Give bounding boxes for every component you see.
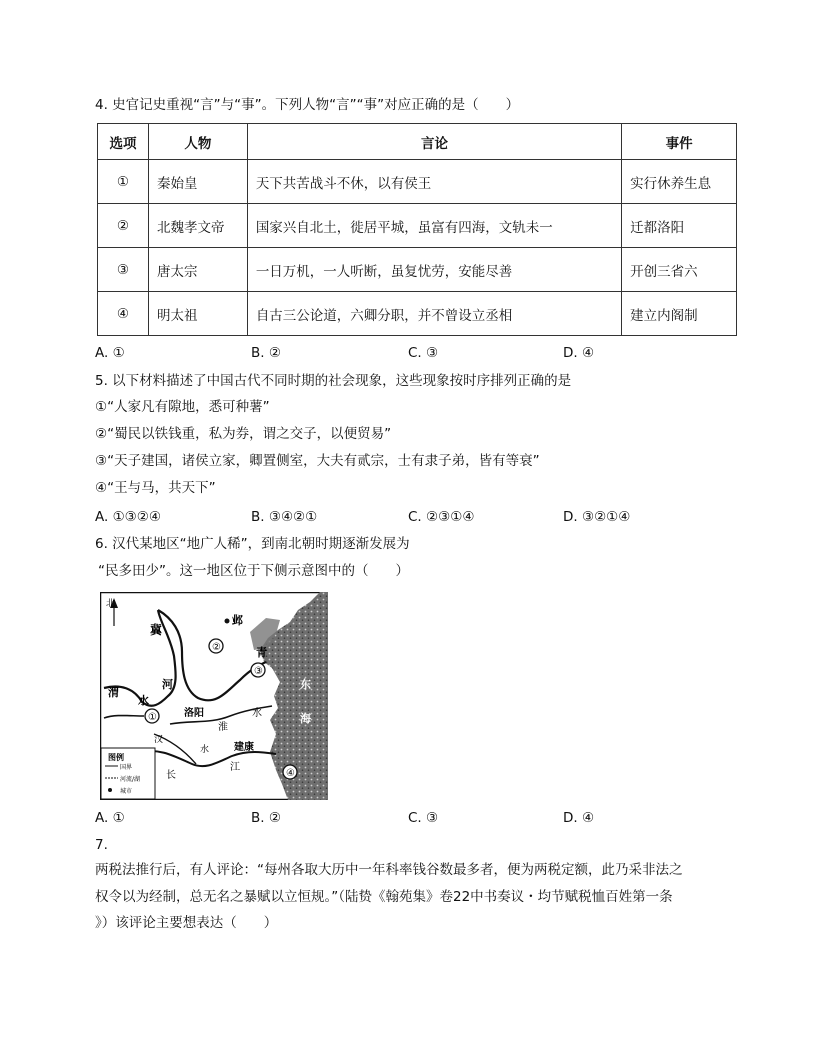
map-label-chang: 长	[166, 770, 176, 781]
table-row	[98, 248, 737, 292]
cell-person: 明太祖	[148, 292, 247, 336]
q6-option-c[interactable]: C. ③	[408, 810, 439, 826]
cell-speech: 自古三公论道，六卿分职，并不曾设立丞相	[247, 292, 621, 336]
svg-text:④: ④	[286, 768, 295, 779]
header-event: 事件	[622, 124, 737, 160]
cell-option: ③	[98, 248, 149, 292]
q6-option-a[interactable]: A. ①	[95, 810, 125, 826]
map-label-huai: 淮	[218, 722, 228, 733]
q5-option-a[interactable]: A. ①③②④	[95, 509, 161, 525]
q7-line2: 权令以为经制，总无名之暴赋以立恒规。”（陆贽《翰苑集》卷22中书奏议・均节赋税恤百姓第一条	[95, 889, 673, 905]
map-label-dong: 东	[300, 678, 311, 691]
cell-person: 唐太宗	[148, 248, 247, 292]
cell-speech: 国家兴自北土，徙居平城，虽富有四海，文轨未一	[247, 204, 621, 248]
cell-event: 迁都洛阳	[622, 204, 737, 248]
map-marker-3	[251, 663, 265, 677]
cell-option: ②	[98, 204, 149, 248]
map-label-qing: 青	[256, 646, 267, 659]
q6-map	[100, 592, 328, 800]
q6-option-d[interactable]: D. ④	[563, 810, 595, 826]
map-label-ye: 邺	[232, 614, 243, 627]
legend-item: 河流/湖	[120, 776, 141, 783]
q7-line1: 两税法推行后，有人评论：“每州各取大历中一年科率钱谷数最多者，便为两税定额，此乃采非法之	[95, 862, 683, 878]
q4-option-c[interactable]: C. ③	[408, 345, 439, 361]
svg-text:③: ③	[254, 666, 263, 677]
map-label-jiankang: 建康	[234, 742, 254, 753]
map-label-han: 汉	[154, 735, 164, 745]
legend-title: 图例	[108, 753, 124, 762]
map-label-shui2: 水	[252, 708, 262, 719]
q6-option-b[interactable]: B. ②	[251, 810, 281, 826]
table-row	[98, 292, 737, 336]
q5-option-c[interactable]: C. ②③①④	[408, 509, 475, 525]
q4-option-b[interactable]: B. ②	[251, 345, 281, 361]
q6-stem-line2: “民多田少”。这一地区位于下侧示意图中的（ ）	[98, 563, 409, 579]
table-header-row	[98, 124, 737, 160]
legend-item: 国界	[120, 764, 133, 771]
legend-item: 城市	[120, 788, 133, 795]
map-label-ji: 冀	[150, 623, 163, 637]
map-marker-1	[145, 709, 159, 723]
header-person: 人物	[148, 124, 247, 160]
map-label-shui1: 水	[138, 694, 149, 707]
map-marker-4	[283, 765, 297, 779]
q5-item: ③“天子建国，诸侯立家，卿置侧室，大夫有贰宗，士有隶子弟，皆有等衰”	[95, 453, 540, 469]
table-row	[98, 160, 737, 204]
cell-option: ④	[98, 292, 149, 336]
map-marker-2	[209, 639, 223, 653]
q5-option-b[interactable]: B. ③④②①	[251, 509, 318, 525]
q4-stem: 4. 史官记史重视“言”与“事”。下列人物“言”“事”对应正确的是（ ）	[95, 97, 520, 113]
q5-item: ②“蜀民以铁钱重，私为券，谓之交子，以便贸易”	[95, 426, 392, 442]
q4-option-d[interactable]: D. ④	[563, 345, 595, 361]
cell-speech: 一日万机，一人听断，虽复忧劳，安能尽善	[247, 248, 621, 292]
map-label-hai: 海	[300, 712, 311, 725]
table-row	[98, 204, 737, 248]
q7-line3: 》）该评论主要想表达（ ）	[95, 915, 278, 931]
map-north-label: 北	[106, 599, 116, 609]
map-label-luoyang: 洛阳	[184, 708, 204, 719]
map-city-dot	[225, 619, 230, 624]
q5-stem: 5. 以下材料描述了中国古代不同时期的社会现象，这些现象按时序排列正确的是	[95, 373, 572, 389]
cell-event: 实行休养生息	[622, 160, 737, 204]
map-label-jiang: 江	[230, 762, 240, 773]
cell-person: 秦始皇	[148, 160, 247, 204]
q5-item: ④“王与马，共天下”	[95, 480, 216, 496]
cell-event: 开创三省六	[622, 248, 737, 292]
header-option: 选项	[98, 124, 149, 160]
header-speech: 言论	[247, 124, 621, 160]
map-label-wei: 渭	[108, 686, 119, 699]
map-label-shui3: 水	[200, 745, 210, 755]
q4-table	[97, 123, 737, 336]
q5-item: ①“人家凡有隙地，悉可种薯”	[95, 399, 270, 415]
map-label-he: 河	[162, 678, 173, 691]
q7-number: 7.	[95, 837, 108, 853]
cell-event: 建立内阁制	[622, 292, 737, 336]
cell-person: 北魏孝文帝	[148, 204, 247, 248]
q5-option-d[interactable]: D. ③②①④	[563, 509, 631, 525]
map-legend	[101, 748, 155, 799]
cell-speech: 天下共苦战斗不休，以有侯王	[247, 160, 621, 204]
svg-text:②: ②	[212, 642, 221, 653]
cell-option: ①	[98, 160, 149, 204]
q4-option-a[interactable]: A. ①	[95, 345, 125, 361]
svg-text:①: ①	[148, 712, 157, 723]
q6-stem-line1: 6. 汉代某地区“地广人稀”，到南北朝时期逐渐发展为	[95, 536, 410, 552]
